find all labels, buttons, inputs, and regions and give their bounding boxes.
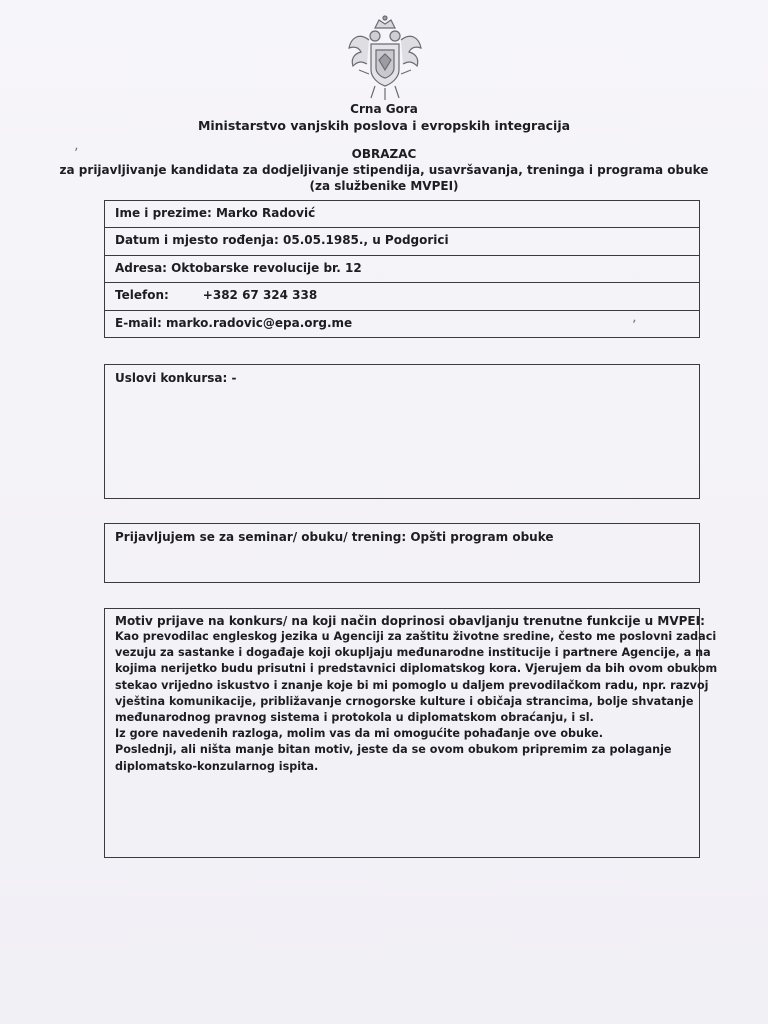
motive-line: kojima nerijetko budu prisutni i predstavnici diplomatskog kora. Vjerujem da bih ovom obukom [115,662,718,676]
form-subtitle-line-1: za prijavljivanje kandidata za dodjeljivanje stipendija, usavršavanja, treninga i programa obuke [59,163,709,177]
motive-line: diplomatsko-konzularnog ispita. [115,759,319,773]
motive-line: Kao prevodilac engleskog jezika u Agenciji za zaštitu životne sredine, često me poslovni zadaci [115,630,717,643]
conditions-label: Uslovi konkursa: - [115,371,237,385]
motive-line: Iz gore navedenih razloga, molim vas da mi omogućite pohađanje ove obuke. [115,727,603,741]
conditions-box [104,364,700,499]
motive-line: Poslednji, ali ništa manje bitan motiv, jeste da se ovom obukom pripremim za polaganje [115,743,672,757]
name-row: Ime i prezime: Marko Radović [105,201,699,228]
motive-heading: Motiv prijave na konkurs/ na koji način doprinosi obavljanju trenutne funkcije u MVPEI: [115,614,705,628]
birth-row: Datum i mjesto rođenja: 05.05.1985., u Podgorici [105,228,699,255]
motive-body [115,629,718,775]
motive-line: vještina komunikacije, približavanje crnogorske kulture i običaja strancima, bolje shvatanje [115,694,694,708]
phone-label: Telefon: [115,288,169,303]
motive-line: međunarodnog pravnog sistema i protokola u diplomatskom obraćanju, i sl. [115,711,594,725]
personal-info-table [104,200,700,338]
motive-box [104,608,718,858]
phone-value: +382 67 324 338 [202,288,318,303]
form-title: OBRAZAC [351,147,417,161]
ministry-name: Ministarstvo vanjskih poslova i evropskih integracija [197,118,571,133]
country-name: Crna Gora [350,102,418,116]
phone-row [105,283,699,310]
seminar-label: Prijavljujem se za seminar/ obuku/ trening: Opšti program obuke [115,530,554,544]
scan-mark: ʼ [74,146,79,162]
seminar-box [104,523,700,583]
scan-mark: ʼ [632,318,637,334]
motive-line: vezuju za sastanke i događaje koji okupljaju međunarodne institucije i partnere Agencije, a na [115,646,711,660]
email-row: E-mail: marko.radovic@epa.org.me [115,315,353,330]
address-row: Adresa: Oktobarske revolucije br. 12 [105,256,699,283]
form-title-block [0,146,768,194]
motive-line: stekao vrijedno iskustvo i znanje koje bi mi pomoglo u daljem prevodilačkom radu, npr. razvoj [115,678,709,692]
coat-of-arms-icon [345,14,425,102]
form-subtitle-line-2: (za službenike MVPEI) [309,179,459,193]
